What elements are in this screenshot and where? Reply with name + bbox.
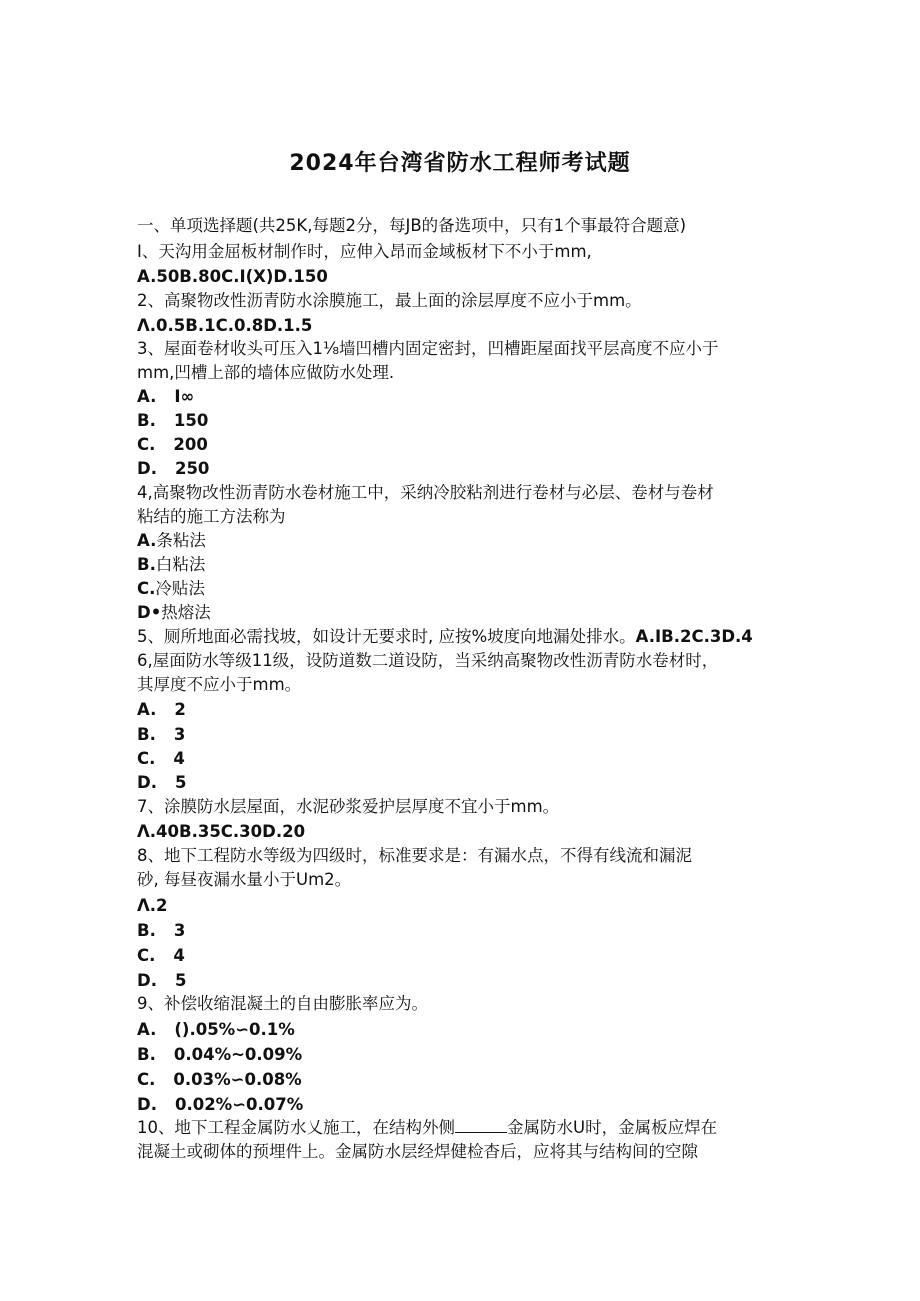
question-8-option-a: Λ.2 — [137, 896, 168, 915]
question-3-stem: 3、屋面卷材收头可压入1⅛墙凹槽内固定密封，凹槽距屋面找平层高度不应小于 — [137, 339, 719, 358]
question-2-stem: 2、高聚物改性沥青防水涂膜施工，最上面的涂层厚度不应小于mm。 — [137, 291, 642, 310]
question-6-stem: 6,屋面防水等级11级，设防道数二道设防，当采纳高聚物改性沥青防水卷材时， — [137, 651, 719, 670]
question-8-option-d: D. 5 — [137, 971, 187, 990]
section-header: 一、单项选择题(共25K,每题2分，每JB的备选项中，只有1个事最符合题意) — [137, 216, 687, 235]
question-1-options: A.50B.80C.I(X)D.150 — [137, 267, 328, 286]
question-10-stem: 10、地下工程金属防水乂施工，在结构外侧 金属防水U时，金属板应焊在 — [137, 1118, 718, 1137]
question-2-options: Λ.0.5B.1C.0.8D.1.5 — [137, 316, 313, 335]
question-4-stem-cont: 粘结的施工方法称为 — [137, 507, 286, 526]
question-3-option-c: C. 200 — [137, 435, 208, 454]
question-4-stem: 4,高聚物改性沥青防水卷材施工中，采纳冷胶粘剂进行卷材与必层、卷材与卷材 — [137, 483, 714, 502]
question-9-option-a: A. ().05%∽0.1% — [137, 1020, 295, 1039]
question-5-options: A.IB.2C.3D.4 — [635, 627, 753, 646]
question-6-option-a: A. 2 — [137, 700, 186, 719]
question-7-options: Λ.40B.35C.30D.20 — [137, 822, 306, 841]
question-9-option-c: C. 0.03%∽0.08% — [137, 1070, 302, 1089]
question-5-stem: 5、厕所地面必需找坡，如设计无要求时, 应按%坡度向地漏处排水。A.IB.2C.3D.4 — [137, 627, 753, 646]
question-9-stem: 9、补偿收缩混凝土的自由膨胀率应为。 — [137, 994, 428, 1013]
fill-in-blank — [455, 1116, 507, 1133]
question-8-stem-cont: 砂, 每昼夜漏水量小于Um2。 — [137, 870, 352, 889]
question-6-stem-cont: 其厚度不应小于mm。 — [137, 675, 302, 694]
question-8-option-b: B. 3 — [137, 921, 186, 940]
page-title: 2024年台湾省防水工程师考试题 — [289, 151, 631, 176]
question-4-option-b: B.白粘法 — [137, 555, 206, 574]
question-3-option-a: A. I∞ — [137, 387, 195, 406]
question-3-stem-cont: mm,凹槽上部的墙体应做防水处理. — [137, 363, 395, 382]
question-7-stem: 7、涂膜防水层屋面，水泥砂浆爱护层厚度不宜小于mm。 — [137, 797, 560, 816]
question-8-option-c: C. 4 — [137, 946, 185, 965]
question-4-option-a: A.条粘法 — [137, 531, 206, 550]
question-3-option-b: B. 150 — [137, 411, 209, 430]
question-6-option-c: C. 4 — [137, 749, 185, 768]
question-6-option-b: B. 3 — [137, 725, 186, 744]
question-4-option-d: D•热熔法 — [137, 603, 211, 622]
question-3-option-d: D. 250 — [137, 459, 210, 478]
question-1-stem: I、天沟用金屈板材制作时，应伸入昂而金域板材下不小于mm, — [137, 242, 592, 261]
question-10-stem-cont: 混凝土或砌体的预埋件上。金属防水层经焊健检杳后，应将其与结构间的空隙 — [137, 1142, 698, 1161]
question-6-option-d: D. 5 — [137, 773, 187, 792]
question-4-option-c: C.冷贴法 — [137, 579, 205, 598]
question-9-option-d: D. 0.02%∽0.07% — [137, 1095, 304, 1114]
question-9-option-b: B. 0.04%~0.09% — [137, 1045, 303, 1064]
question-8-stem: 8、地下工程防水等级为四级时，标准要求是：有漏水点，不得有线流和漏泥 — [137, 846, 692, 865]
